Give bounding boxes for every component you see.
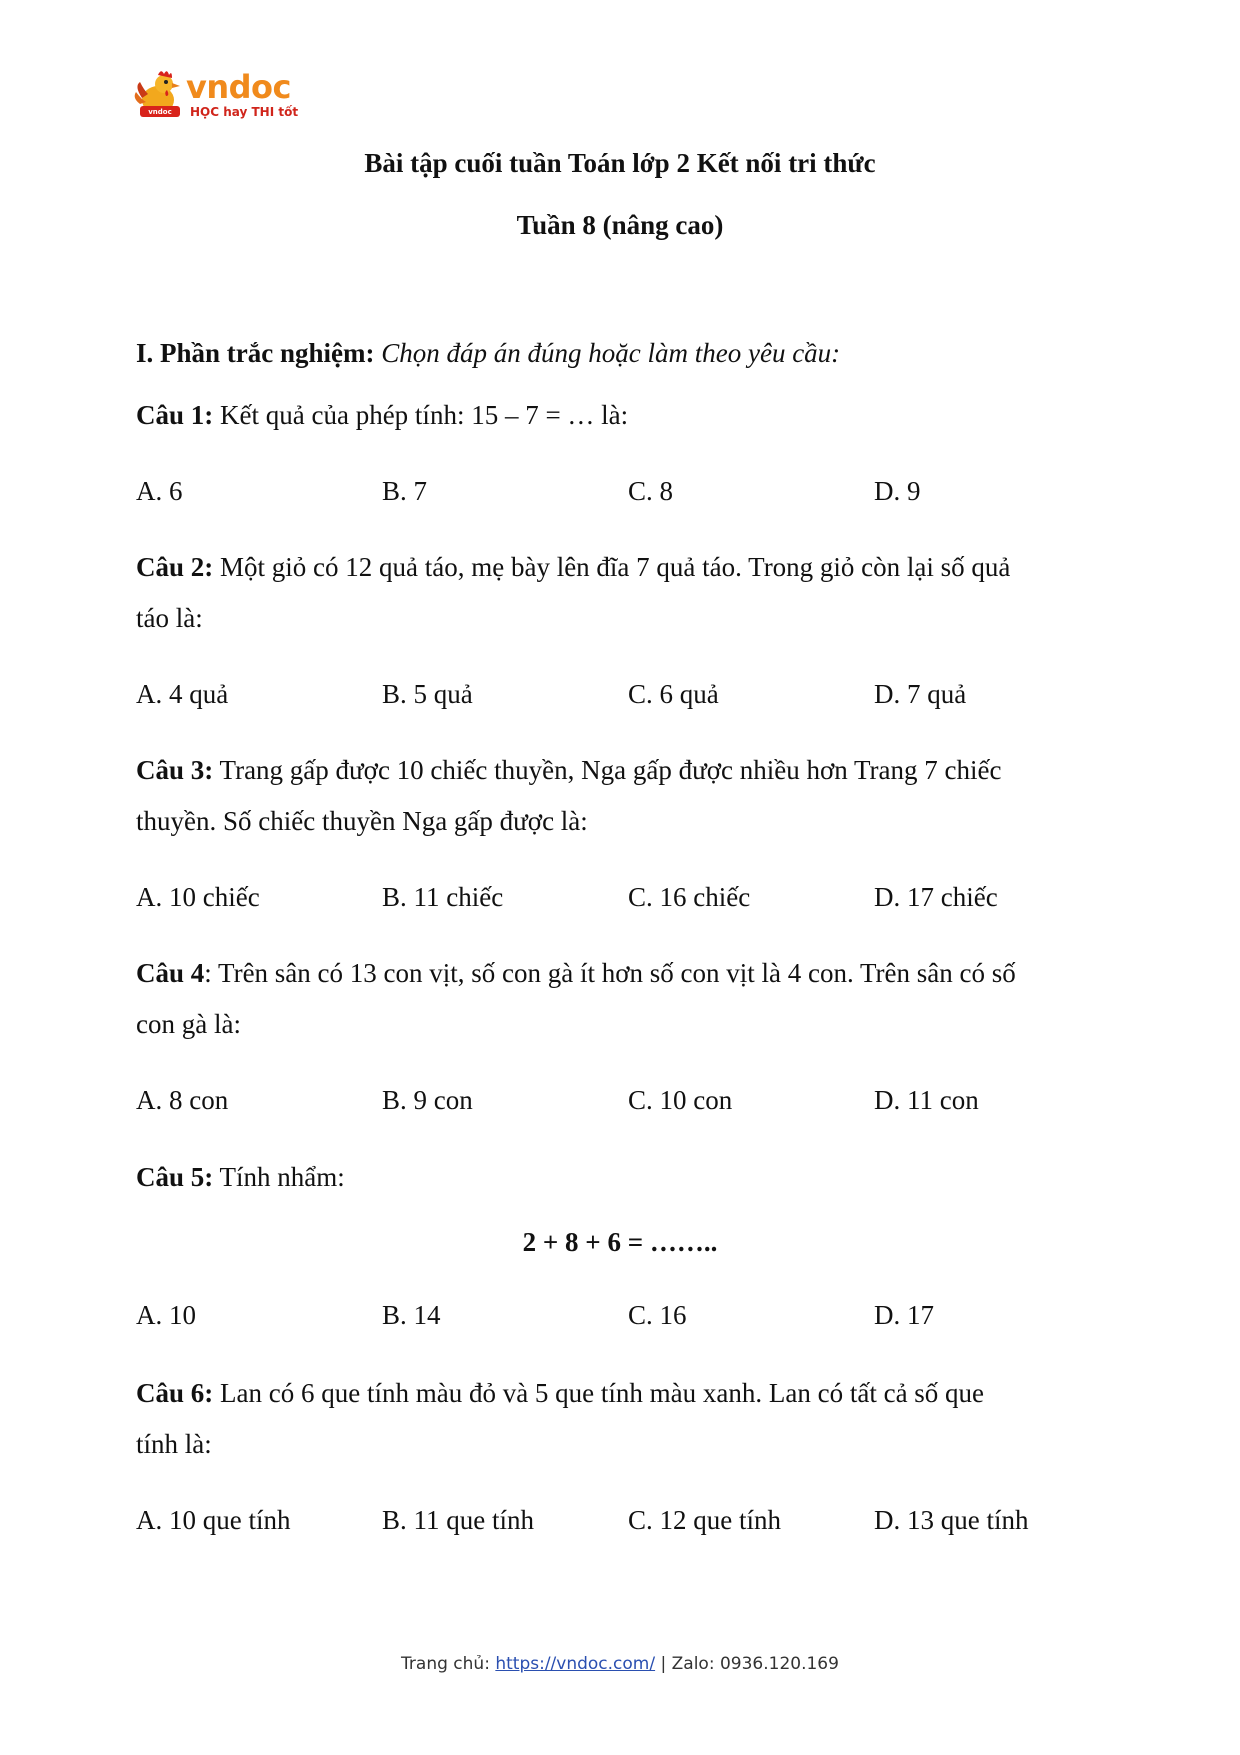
option-c[interactable]: C. 6 quả [628,679,719,709]
document-subtitle: Tuần 8 (nâng cao) [516,210,724,240]
page-footer [0,1654,1240,1674]
footer-prefix: Trang chủ: [401,1654,490,1674]
option-a[interactable]: A. 10 [136,1300,196,1330]
option-c[interactable]: C. 10 con [628,1085,733,1115]
footer-separator: | [660,1654,667,1674]
question-text: Tính nhẩm: [219,1162,345,1192]
option-c[interactable]: C. 8 [628,476,674,506]
option-b[interactable]: B. 14 [382,1300,441,1330]
logo-brand-text: vndoc [186,68,291,106]
option-b[interactable]: B. 11 que tính [382,1505,534,1535]
option-b[interactable]: B. 7 [382,476,428,506]
document-title: Bài tập cuối tuần Toán lớp 2 Kết nối tri thức [364,148,876,178]
option-d[interactable]: D. 17 chiếc [874,882,998,912]
question-label: Câu 6: [136,1378,214,1408]
question-text: tính là: [136,1429,212,1459]
option-a[interactable]: A. 10 que tính [136,1505,291,1535]
question-text: Kết quả của phép tính: 15 – 7 = … là: [220,400,629,430]
question-3-line-2 [136,806,588,837]
section-label: I. Phần trắc nghiệm: [136,338,375,368]
question-label: Câu 5: [136,1162,214,1192]
option-d[interactable]: D. 17 [874,1300,934,1330]
question-6-options [136,1505,1136,1541]
question-4-line-2 [136,1009,241,1040]
question-5 [136,1162,345,1193]
question-text: : Trên sân có 13 con vịt, số con gà ít hơn số con vịt là 4 con. Trên sân có số [204,958,1016,988]
homepage-link[interactable]: https://vndoc.com/ [495,1654,656,1674]
question-6 [136,1378,984,1409]
question-text: Trang gấp được 10 chiếc thuyền, Nga gấp được nhiều hơn Trang 7 chiếc [219,755,1002,785]
section-instruction: Chọn đáp án đúng hoặc làm theo yêu cầu: [381,338,841,368]
option-a[interactable]: A. 4 quả [136,679,229,709]
question-3-options [136,882,1136,918]
question-label: Câu 3: [136,755,214,785]
section-heading [136,338,840,369]
option-a[interactable]: A. 6 [136,476,183,506]
question-text: Lan có 6 que tính màu đỏ và 5 que tính màu xanh. Lan có tất cả số que [220,1378,985,1408]
question-2 [136,552,1010,583]
option-a[interactable]: A. 8 con [136,1085,229,1115]
question-text: con gà là: [136,1009,241,1039]
question-text: táo là: [136,603,203,633]
option-b[interactable]: B. 5 quả [382,679,473,709]
question-5-expression: 2 + 8 + 6 = …….. [522,1227,718,1257]
question-2-line-2 [136,603,203,634]
vndoc-logo[interactable] [134,68,304,124]
question-2-options [136,679,1136,715]
question-4-options [136,1085,1136,1121]
question-1 [136,400,628,431]
logo-tagline: HỌC hay THI tốt [190,105,299,119]
option-b[interactable]: B. 11 chiếc [382,882,504,912]
option-d[interactable]: D. 9 [874,476,921,506]
question-label: Câu 1: [136,400,214,430]
question-label: Câu 2: [136,552,214,582]
option-a[interactable]: A. 10 chiếc [136,882,260,912]
question-4 [136,958,1016,989]
question-1-options [136,476,1136,512]
question-text: thuyền. Số chiếc thuyền Nga gấp được là: [136,806,588,836]
option-c[interactable]: C. 16 chiếc [628,882,751,912]
option-d[interactable]: D. 7 quả [874,679,967,709]
footer-zalo: Zalo: 0936.120.169 [671,1654,839,1674]
question-text: Một giỏ có 12 quả táo, mẹ bày lên đĩa 7 quả táo. Trong giỏ còn lại số quả [220,552,1011,582]
option-d[interactable]: D. 11 con [874,1085,979,1115]
option-d[interactable]: D. 13 que tính [874,1505,1029,1535]
question-6-line-2 [136,1429,212,1460]
question-5-options [136,1300,1136,1336]
option-c[interactable]: C. 12 que tính [628,1505,781,1535]
svg-text:vndoc: vndoc [148,108,172,116]
option-c[interactable]: C. 16 [628,1300,687,1330]
option-b[interactable]: B. 9 con [382,1085,473,1115]
question-label: Câu 4 [136,958,205,988]
rooster-mascot-icon [134,68,186,122]
question-3 [136,755,1001,786]
